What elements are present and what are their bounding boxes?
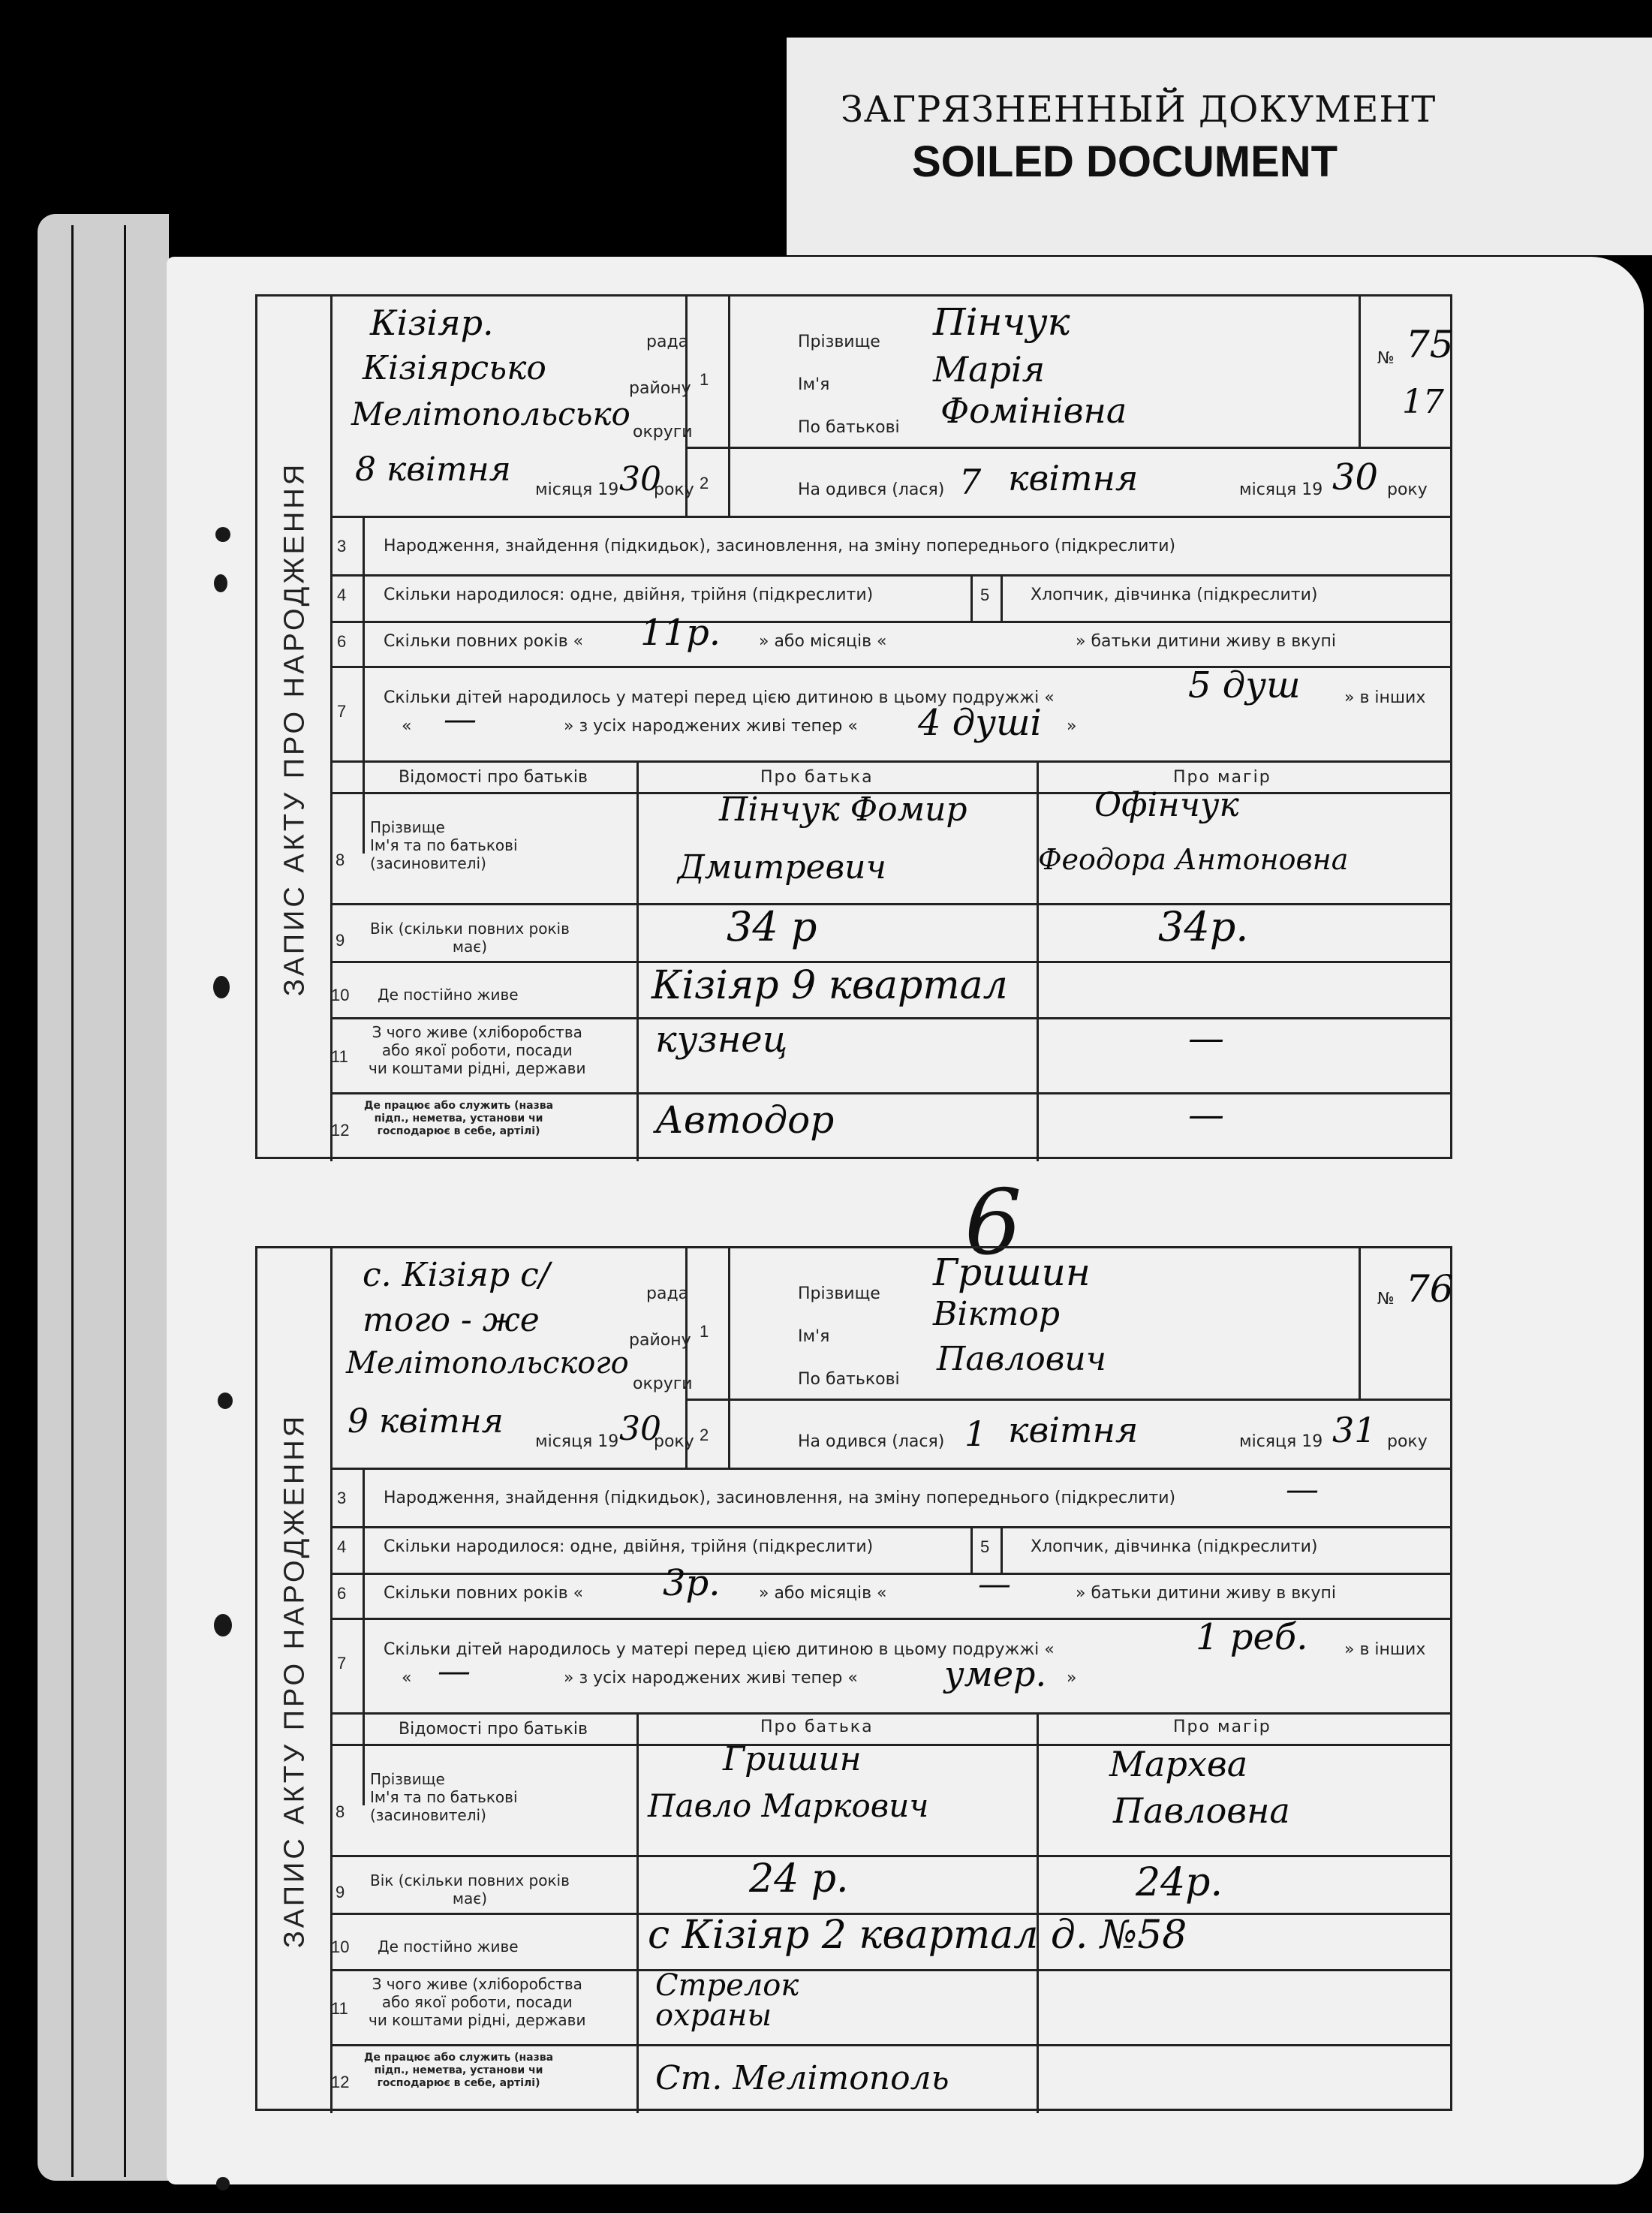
book-spine <box>38 214 169 2181</box>
row7-other: — <box>444 700 477 739</box>
mother-age: 24р. <box>1136 1860 1223 1905</box>
mother-name-2: Павловна <box>1113 1790 1290 1831</box>
row7-label-b: » в інших <box>1344 688 1426 707</box>
father-work: Автодор <box>655 1098 835 1142</box>
surname-label: Прізвище <box>798 333 880 351</box>
stamp-en: SOILED DOCUMENT <box>912 137 1338 186</box>
row7-label-c: « <box>402 1669 412 1688</box>
row9-label: Вік (скільки повних років має) <box>370 1871 570 1907</box>
birth-record-1: ЗАПИС АКТУ ПРО НАРОДЖЕННЯ Кізіяр. рада Кізіярсько району Мелітопольсько округи 8 квітня місяця 19 30 року 1 2 Прізвище Пінчук Ім'я Марія По батькові Фомінівна № 75 17 На одився (лася) 7 квітня місяця 19 30 року 3 Народження, знайдення (підкидьок), засиновлення, на зміну попереднього (підкреслити) 4 Скільки народилося: одне, двійня, трійня (підкреслити) 5 Хлопчик, дівчинка (підкреслити) 6 Скільки повних років « 11р. » або місяців « » батьки дитини живу в вкупі 7 Скільки дітей народилось у матері перед цією дитиною в цьому подружжі « 5 душ » в інших « — » з усіх народжених живі тепер « 4 душі » Відомості про батьків Про батька Про магір 8 Прізвище Ім'я та по батькові (засиновителі) Пінчук Фомир Дмитревич Офінчук Феодора Антоновна 9 Вік (скільки повних років має) 34 р 34р. 10 Де постійно живе Кізіяр 9 квартал 11 З чого живе (хліборобства або якої роботи, посади чи коштами рідні, держави кузнец — 12 Де працює або служить (назва підп., неметва, установи чи господарює в себе, артілі) Автодор — <box>255 294 1452 1159</box>
row7-other: — <box>438 1652 471 1691</box>
birth-record-2: ЗАПИС АКТУ ПРО НАРОДЖЕННЯ с. Кізіяр с/ рада того - же району Мелітопольского округи 9 квітня місяця 19 30 року 1 2 Прізвище Гришин Ім'я Віктор По батькові Павлович № 76 На одився (лася) 1 квітня місяця 19 31 року 3 Народження, знайдення (підкидьок), засиновлення, на зміну попереднього (підкреслити) — 4 Скільки народилося: одне, двійня, трійня (підкреслити) 5 Хлопчик, дівчинка (підкреслити) 6 Скільки повних років « 3р. » або місяців « — » батьки дитини живу в вкупі 7 Скільки дітей народилось у матері перед цією дитиною в цьому подружжі « 1 реб. » в інших « — » з усіх народжених живі тепер « умер. » Відомості про батьків Про батька Про магір 8 Прізвище Ім'я та по батькові (засиновителі) Гришин Павло Маркович Мархва Павловна 9 Вік (скільки повних років має) 24 р. 24р. 10 Де постійно живе с Кізіяр 2 квартал д. №58 11 З чого живе (хліборобства або якої роботи, посади чи коштами рідні, держави Стрелок охраны 12 Де працює або служить (назва підп., неметва, установи чи господарює в себе, артілі) Ст. Мелітополь <box>255 1246 1452 2111</box>
mother-name-2: Феодора Антоновна <box>1038 843 1349 876</box>
punch-hole <box>214 1614 232 1636</box>
father-header: Про батька <box>760 768 874 787</box>
row4-label: Скільки народилося: одне, двійня, трійня (підкреслити) <box>384 586 874 604</box>
rayon-value: Кізіярсько <box>363 349 546 387</box>
children-before: 1 реб. <box>1196 1616 1308 1658</box>
patronymic-label: По батькові <box>798 1370 900 1389</box>
mother-occupation: — <box>1188 1017 1224 1059</box>
registration-date: 8 квітня <box>355 450 511 489</box>
born-month: квітня <box>1008 1410 1139 1450</box>
row8-label: Прізвище Ім'я та по батькові (засиновителі) <box>370 1770 518 1824</box>
father-age: 34 р <box>727 903 817 950</box>
number-sub: 17 <box>1402 383 1444 421</box>
rada-value: с. Кізіяр с/ <box>363 1256 550 1294</box>
row4-label: Скільки народилося: одне, двійня, трійня (підкреслити) <box>384 1537 874 1556</box>
father-name-1: Гришин <box>723 1740 862 1778</box>
mother-age: 34р. <box>1158 903 1249 950</box>
father-occupation: Стрелок охраны <box>655 1968 799 2033</box>
children-alive: умер. <box>944 1654 1047 1694</box>
registration-year: 30 <box>619 460 661 498</box>
punch-hole <box>214 574 227 592</box>
row6-label-a: Скільки повних років « <box>384 632 584 651</box>
father-header: Про батька <box>760 1718 874 1736</box>
parents-header: Відомості про батьків <box>399 768 588 787</box>
row7-label-e: » <box>1067 717 1077 736</box>
punch-hole <box>215 527 230 542</box>
name-label: Ім'я <box>798 375 830 394</box>
parents-header: Відомості про батьків <box>399 1720 588 1739</box>
number-label: № <box>1377 1290 1395 1308</box>
punch-hole <box>213 976 230 998</box>
rada-label: рада <box>646 1284 689 1303</box>
row12-label: Де працює або служить (назва підп., неметва, установи чи господарює в себе, артілі) <box>364 2052 554 2089</box>
year-label: року <box>654 480 694 499</box>
surname-label: Прізвище <box>798 1284 880 1303</box>
surname-value: Гришин <box>933 1251 1091 1294</box>
row7-label-e: » <box>1067 1669 1077 1688</box>
children-before: 5 душ <box>1188 664 1301 706</box>
row5-label: Хлопчик, дівчинка (підкреслити) <box>1031 586 1318 604</box>
rada-value: Кізіяр. <box>370 303 494 343</box>
row6-label-c: » батьки дитини живу в вкупі <box>1076 1584 1336 1603</box>
row7-label-c: « <box>402 717 412 736</box>
father-work: Ст. Мелітополь <box>655 2059 949 2097</box>
father-name-2: Дмитревич <box>678 848 886 887</box>
patronymic-value: Фомінівна <box>940 390 1127 431</box>
born-year: 31 <box>1332 1410 1377 1450</box>
record-separator-number: 6 <box>964 1171 1022 1275</box>
month-label: місяця 19 <box>1239 480 1323 499</box>
stamp-ru: ЗАГРЯЗНЕННЫЙ ДОКУМЕНТ <box>841 89 1437 131</box>
number-value: 76 <box>1406 1267 1454 1311</box>
name-value: Марія <box>933 349 1046 390</box>
born-day: 1 <box>964 1414 987 1454</box>
month-label: місяця 19 <box>535 480 619 499</box>
father-name-1: Пінчук Фомир <box>719 790 967 829</box>
patronymic-value: Павлович <box>937 1340 1107 1378</box>
row11-label: З чого живе (хліборобства або якої роботи, посади чи коштами рідні, держави <box>369 1975 586 2029</box>
row10-label: Де постійно живе <box>378 1938 519 1956</box>
mother-work: — <box>1188 1094 1224 1136</box>
rayon-label: району <box>629 379 691 398</box>
row3-label: Народження, знайдення (підкидьок), засиновлення, на зміну попереднього (підкреслити) <box>384 537 1176 556</box>
years-together: 3р. <box>663 1562 721 1604</box>
registration-year: 30 <box>619 1410 661 1448</box>
mother-name-1: Мархва <box>1109 1744 1248 1784</box>
mother-header: Про магір <box>1173 768 1271 787</box>
okrug-label: округи <box>633 1374 693 1393</box>
mother-header: Про магір <box>1173 1718 1271 1736</box>
patronymic-label: По батькові <box>798 418 900 437</box>
year-label: року <box>1387 1432 1428 1451</box>
spine-line <box>124 225 126 2177</box>
side-title: ЗАПИС АКТУ ПРО НАРОДЖЕННЯ <box>278 461 311 997</box>
row7-label-b: » в інших <box>1344 1640 1426 1659</box>
registration-date: 9 квітня <box>348 1402 504 1441</box>
father-occupation: кузнец <box>655 1019 788 1061</box>
born-label: На одився (лася) <box>798 1432 945 1451</box>
row10-label: Де постійно живе <box>378 986 519 1004</box>
row3-mark: — <box>1286 1471 1319 1509</box>
rada-label: рада <box>646 333 689 351</box>
row6-label-c: » батьки дитини живу в вкупі <box>1076 632 1336 651</box>
month-label: місяця 19 <box>1239 1432 1323 1451</box>
year-label: року <box>654 1432 694 1451</box>
born-day: 7 <box>959 462 982 502</box>
row6-label-b: » або місяців « <box>759 1584 887 1603</box>
row8-label: Прізвище Ім'я та по батькові (засиновителі) <box>370 818 518 872</box>
born-label: На одився (лася) <box>798 480 945 499</box>
row9-label: Вік (скільки повних років має) <box>370 920 570 956</box>
okrug-label: округи <box>633 423 693 441</box>
born-month: квітня <box>1008 458 1139 498</box>
spine-line <box>71 225 74 2177</box>
okrug-value: Мелітопольсько <box>351 396 630 432</box>
side-title: ЗАПИС АКТУ ПРО НАРОДЖЕННЯ <box>278 1413 311 1949</box>
row7-label-a: Скільки дітей народилось у матері перед цією дитиною в цьому подружжі « <box>384 1640 1055 1659</box>
row7-label-d: » з усіх народжених живі тепер « <box>564 1669 858 1688</box>
month-label: місяця 19 <box>535 1432 619 1451</box>
number-value: 75 <box>1406 323 1454 366</box>
father-name-2: Павло Маркович <box>648 1787 929 1824</box>
name-label: Ім'я <box>798 1327 830 1346</box>
years-together: 11р. <box>640 612 721 654</box>
punch-hole <box>218 1393 233 1409</box>
born-year: 30 <box>1332 456 1379 498</box>
name-value: Віктор <box>933 1295 1061 1333</box>
residence: Кізіяр 9 квартал <box>651 963 1008 1008</box>
rayon-label: району <box>629 1331 691 1350</box>
year-label: року <box>1387 480 1428 499</box>
okrug-value: Мелітопольского <box>346 1346 629 1380</box>
row7-label-d: » з усіх народжених живі тепер « <box>564 717 858 736</box>
mother-name-1: Офінчук <box>1094 786 1239 824</box>
residence: с Кізіяр 2 квартал д. №58 <box>648 1913 1187 1958</box>
surname-value: Пінчук <box>933 300 1070 344</box>
row6-label-b: » або місяців « <box>759 632 887 651</box>
rayon-value: того - же <box>363 1301 540 1339</box>
punch-hole <box>216 2177 230 2190</box>
row11-label: З чого живе (хліборобства або якої роботи, посади чи коштами рідні, держави <box>369 1023 586 1077</box>
row7-label-a: Скільки дітей народилось у матері перед цією дитиною в цьому подружжі « <box>384 688 1055 707</box>
children-alive: 4 душі <box>918 702 1042 744</box>
row12-label: Де працює або служить (назва підп., неметва, установи чи господарює в себе, артілі) <box>364 1100 554 1137</box>
father-age: 24 р. <box>749 1856 849 1901</box>
row6-label-a: Скільки повних років « <box>384 1584 584 1603</box>
months-together: — <box>978 1565 1011 1603</box>
number-label: № <box>1377 349 1395 368</box>
row3-label: Народження, знайдення (підкидьок), засиновлення, на зміну попереднього (підкреслити) <box>384 1489 1176 1507</box>
row5-label: Хлопчик, дівчинка (підкреслити) <box>1031 1537 1318 1556</box>
